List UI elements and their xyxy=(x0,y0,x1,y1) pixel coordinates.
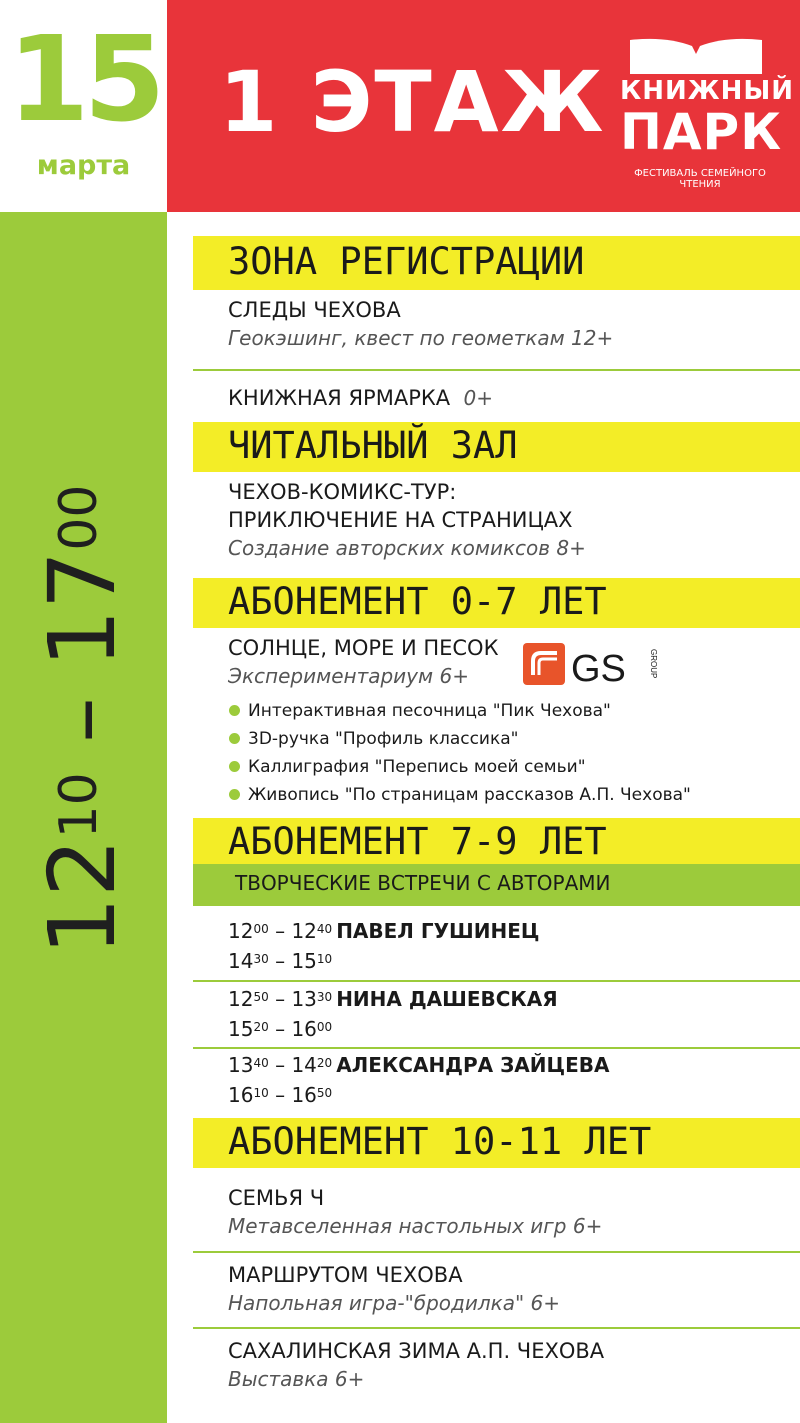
event-title-line2: ПРИКЛЮЧЕНИЕ НА СТРАНИЦАХ xyxy=(228,508,573,532)
gs-group-icon xyxy=(523,639,663,689)
event-title: САХАЛИНСКАЯ ЗИМА А.П. ЧЕХОВА xyxy=(228,1339,605,1363)
event-title: СОЛНЦЕ, МОРЕ И ПЕСОК xyxy=(228,636,499,660)
section-title: АБОНЕМЕНТ 7-9 ЛЕТ xyxy=(228,820,607,863)
svg-text:GROUP: GROUP xyxy=(649,649,658,679)
divider xyxy=(193,1251,800,1253)
section-title: ЗОНА РЕГИСТРАЦИИ xyxy=(228,240,585,283)
section-abonement-7-9 xyxy=(193,818,800,868)
program-content xyxy=(193,212,800,1423)
header-banner xyxy=(167,0,800,212)
event-subtitle: Метавселенная настольных игр 6+ xyxy=(228,1214,603,1238)
divider xyxy=(193,1327,800,1329)
logo-tagline: ФЕСТИВАЛЬ СЕМЕЙНОГО ЧТЕНИЯ xyxy=(634,168,766,190)
author-slot: $12^{50} - 13^{30}$ НИНА ДАШЕВСКАЯ $15^{20} - 16^{00}$ xyxy=(228,987,558,1041)
list-item: Живопись "По страницам рассказов А.П. Чехова" xyxy=(229,781,691,809)
author-slot: $12^{00} - 12^{40}$ ПАВЕЛ ГУШИНЕЦ $14^{30} - 15^{10}$ xyxy=(228,919,540,973)
section-abonement-10-11 xyxy=(193,1118,800,1168)
open-book-icon xyxy=(626,34,766,78)
event-subtitle: Выставка 6+ xyxy=(228,1367,365,1391)
event-subtitle: Геокэшинг, квест по геометкам 12+ xyxy=(228,326,614,350)
event-subtitle: Экспериментариум 6+ xyxy=(228,664,469,688)
divider xyxy=(193,980,800,982)
list-item: Каллиграфия "Перепись моей семьи" xyxy=(229,753,691,781)
list-item: 3D-ручка "Профиль классика" xyxy=(229,725,691,753)
event-subtitle: Создание авторских комиксов 8+ xyxy=(228,536,586,560)
section-title: АБОНЕМЕНТ 10-11 ЛЕТ xyxy=(228,1120,652,1163)
event-title: ЧЕХОВ-КОМИКС-ТУР: xyxy=(228,480,457,504)
bullet-dot-icon xyxy=(229,733,240,744)
section-abonement-0-7 xyxy=(193,578,800,628)
logo-line1: КНИЖНЫЙ xyxy=(620,76,795,106)
author-name: НИНА ДАШЕВСКАЯ xyxy=(336,987,558,1011)
event-title: МАРШРУТОМ ЧЕХОВА xyxy=(228,1263,463,1287)
event-item xyxy=(228,634,499,690)
bullet-dot-icon xyxy=(229,705,240,716)
festival-logo xyxy=(620,28,795,190)
list-item: Интерактивная песочница "Пик Чехова" xyxy=(229,697,691,725)
bullet-dot-icon xyxy=(229,789,240,800)
event-title: СЛЕДЫ ЧЕХОВА xyxy=(228,298,401,322)
floor-title: 1 ЭТАЖ xyxy=(219,53,606,151)
event-item xyxy=(228,1337,604,1393)
event-item xyxy=(228,478,586,562)
section-title: АБОНЕМЕНТ 0-7 ЛЕТ xyxy=(228,580,607,623)
date-month: марта xyxy=(36,150,131,181)
event-title: КНИЖНАЯ ЯРМАРКА xyxy=(228,386,451,410)
author-name: АЛЕКСАНДРА ЗАЙЦЕВА xyxy=(336,1053,610,1077)
divider xyxy=(193,1047,800,1049)
event-item xyxy=(228,296,613,352)
event-title: СЕМЬЯ Ч xyxy=(228,1186,325,1210)
svg-text:GS: GS xyxy=(571,648,626,689)
activity-list xyxy=(229,697,691,809)
age-label: 0+ xyxy=(463,386,493,410)
date-block xyxy=(0,0,167,212)
bullet-dot-icon xyxy=(229,761,240,772)
section-title: ЧИТАЛЬНЫЙ ЗАЛ xyxy=(228,424,518,467)
event-item xyxy=(228,1184,602,1240)
author-slot: $13^{40} - 14^{20}$ АЛЕКСАНДРА ЗАЙЦЕВА $16^{10} - 16^{50}$ xyxy=(228,1053,610,1107)
section-subtitle: ТВОРЧЕСКИЕ ВСТРЕЧИ С АВТОРАМИ xyxy=(235,871,611,895)
time-range: $12^{10} - 17^{00}$ xyxy=(29,484,136,956)
logo-line2: ПАРК xyxy=(620,103,783,161)
event-item xyxy=(228,384,493,412)
author-name: ПАВЕЛ ГУШИНЕЦ xyxy=(336,919,540,943)
section-reading-room xyxy=(193,422,800,472)
sponsor-logo xyxy=(523,639,663,689)
event-item xyxy=(228,1261,560,1317)
section-subtitle-bar xyxy=(193,864,800,906)
section-registration xyxy=(193,236,800,290)
divider xyxy=(193,369,800,371)
event-subtitle: Напольная игра-"бродилка" 6+ xyxy=(228,1291,561,1315)
date-day: 15 xyxy=(7,10,160,148)
